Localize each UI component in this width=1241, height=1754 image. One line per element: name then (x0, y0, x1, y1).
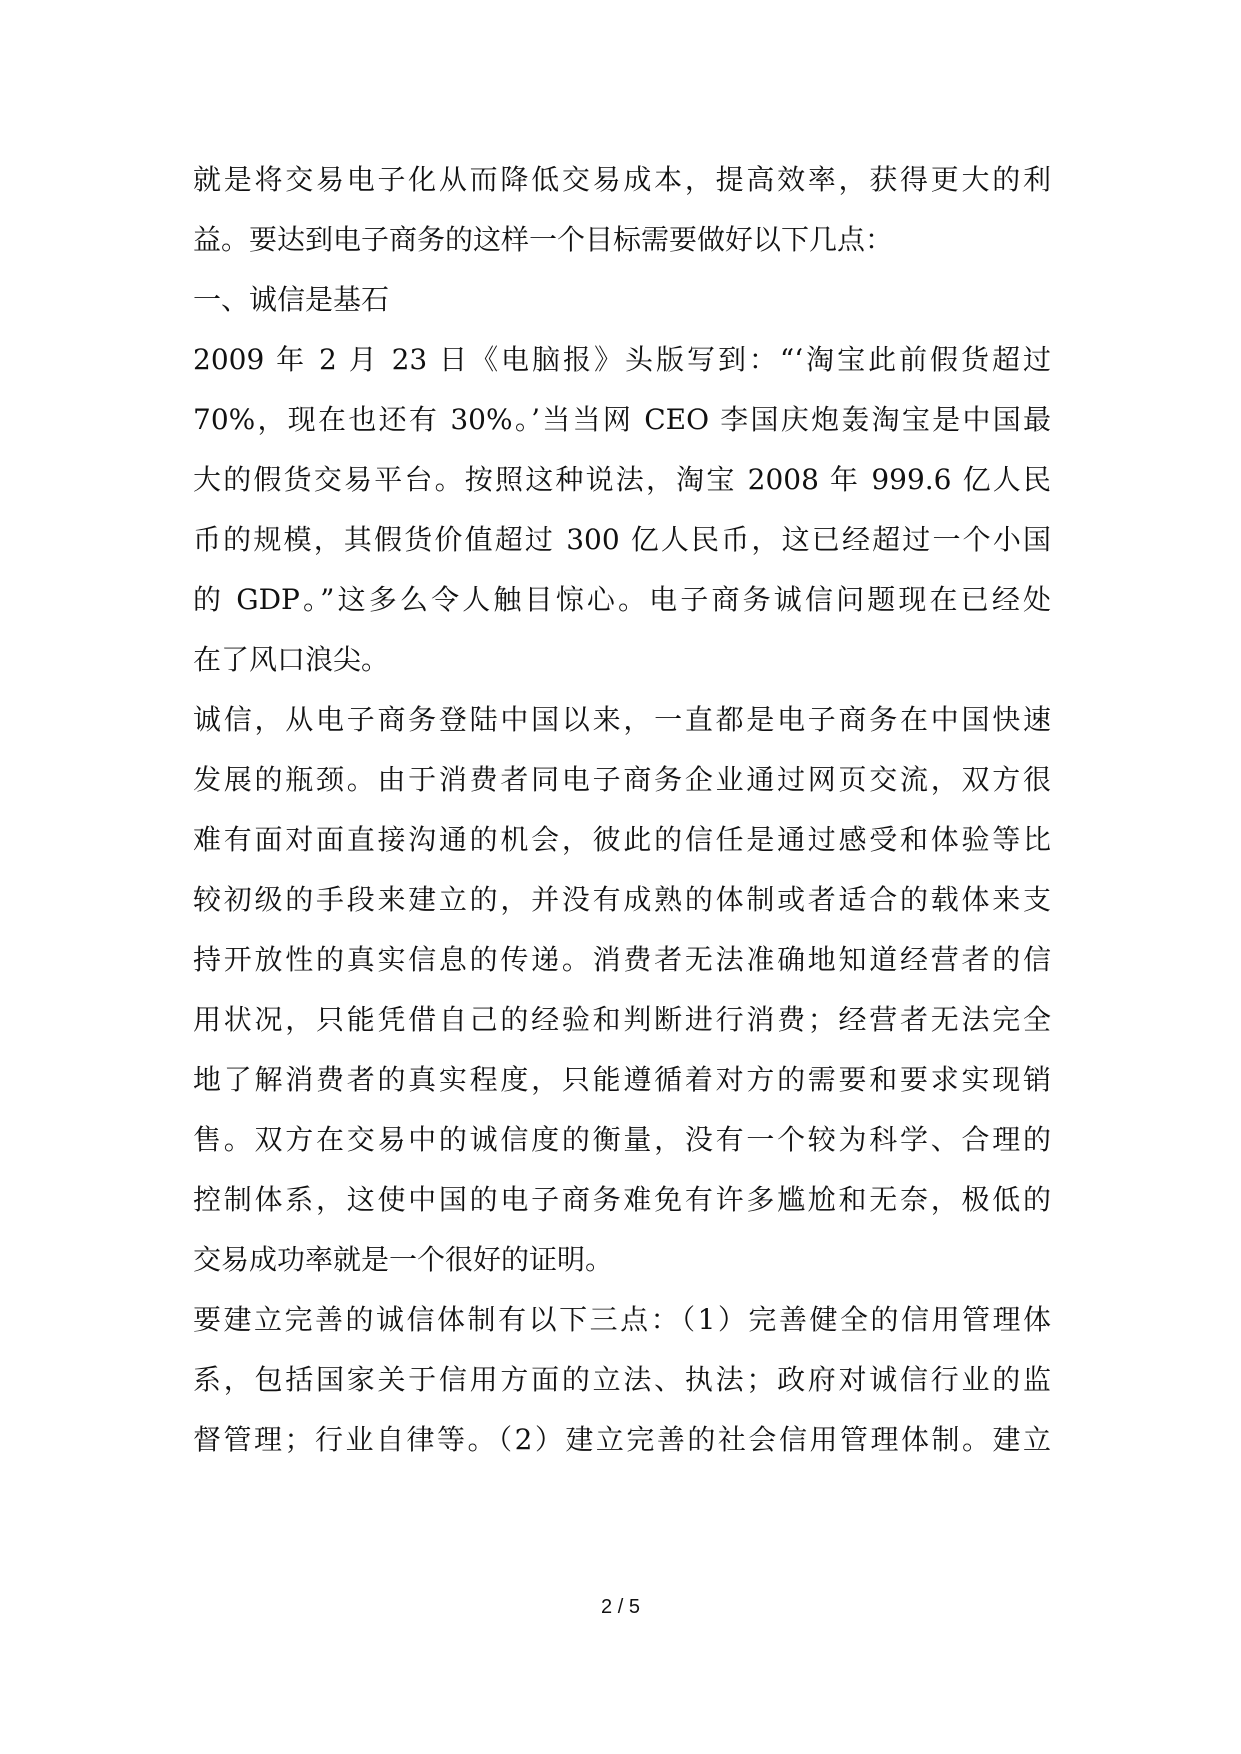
text-line: 交易成功率就是一个很好的证明。 (193, 1243, 614, 1276)
text-line: 2009 年 2 月 23 日《电脑报》头版写到：“‘淘宝此前假货超过 (193, 343, 1051, 376)
text-line: 大的假货交易平台。按照这种说法，淘宝 2008 年 999.6 亿人民 (193, 463, 1051, 496)
text-line: 售。双方在交易中的诚信度的衡量，没有一个较为科学、合理的 (193, 1123, 1051, 1156)
text-line: 系，包括国家关于信用方面的立法、执法；政府对诚信行业的监 (193, 1363, 1051, 1396)
text-line: 在了风口浪尖。 (193, 643, 390, 676)
text-line: 就是将交易电子化从而降低交易成本，提高效率，获得更大的利 (193, 163, 1051, 196)
text-line: 诚信，从电子商务登陆中国以来，一直都是电子商务在中国快速 (193, 703, 1051, 736)
text-line: 70%，现在也还有 30%。’当当网 CEO 李国庆炮轰淘宝是中国最 (193, 403, 1051, 436)
text-line: 督管理；行业自律等。（2）建立完善的社会信用管理体制。建立 (193, 1423, 1051, 1456)
text-line: 地了解消费者的真实程度，只能遵循着对方的需要和要求实现销 (193, 1063, 1051, 1096)
text-line: 难有面对面直接沟通的机会，彼此的信任是通过感受和体验等比 (193, 823, 1051, 856)
text-line: 用状况，只能凭借自己的经验和判断进行消费；经营者无法完全 (193, 1003, 1051, 1036)
text-line: 要建立完善的诚信体制有以下三点：（1）完善健全的信用管理体 (193, 1303, 1051, 1336)
page-number: 2 / 5 (601, 1596, 640, 1618)
text-line: 益。要达到电子商务的这样一个目标需要做好以下几点： (193, 223, 894, 256)
text-line: 控制体系，这使中国的电子商务难免有许多尴尬和无奈，极低的 (193, 1183, 1051, 1216)
text-line: 发展的瓶颈。由于消费者同电子商务企业通过网页交流，双方很 (193, 763, 1051, 796)
text-line: 币的规模，其假货价值超过 300 亿人民币，这已经超过一个小国 (193, 523, 1051, 556)
text-line: 较初级的手段来建立的，并没有成熟的体制或者适合的载体来支 (193, 883, 1051, 916)
document-body (193, 150, 1051, 1470)
text-line: 的 GDP。”这多么令人触目惊心。电子商务诚信问题现在已经处 (193, 583, 1051, 616)
text-line: 持开放性的真实信息的传递。消费者无法准确地知道经营者的信 (193, 943, 1051, 976)
section-heading: 一、诚信是基石 (193, 283, 390, 316)
